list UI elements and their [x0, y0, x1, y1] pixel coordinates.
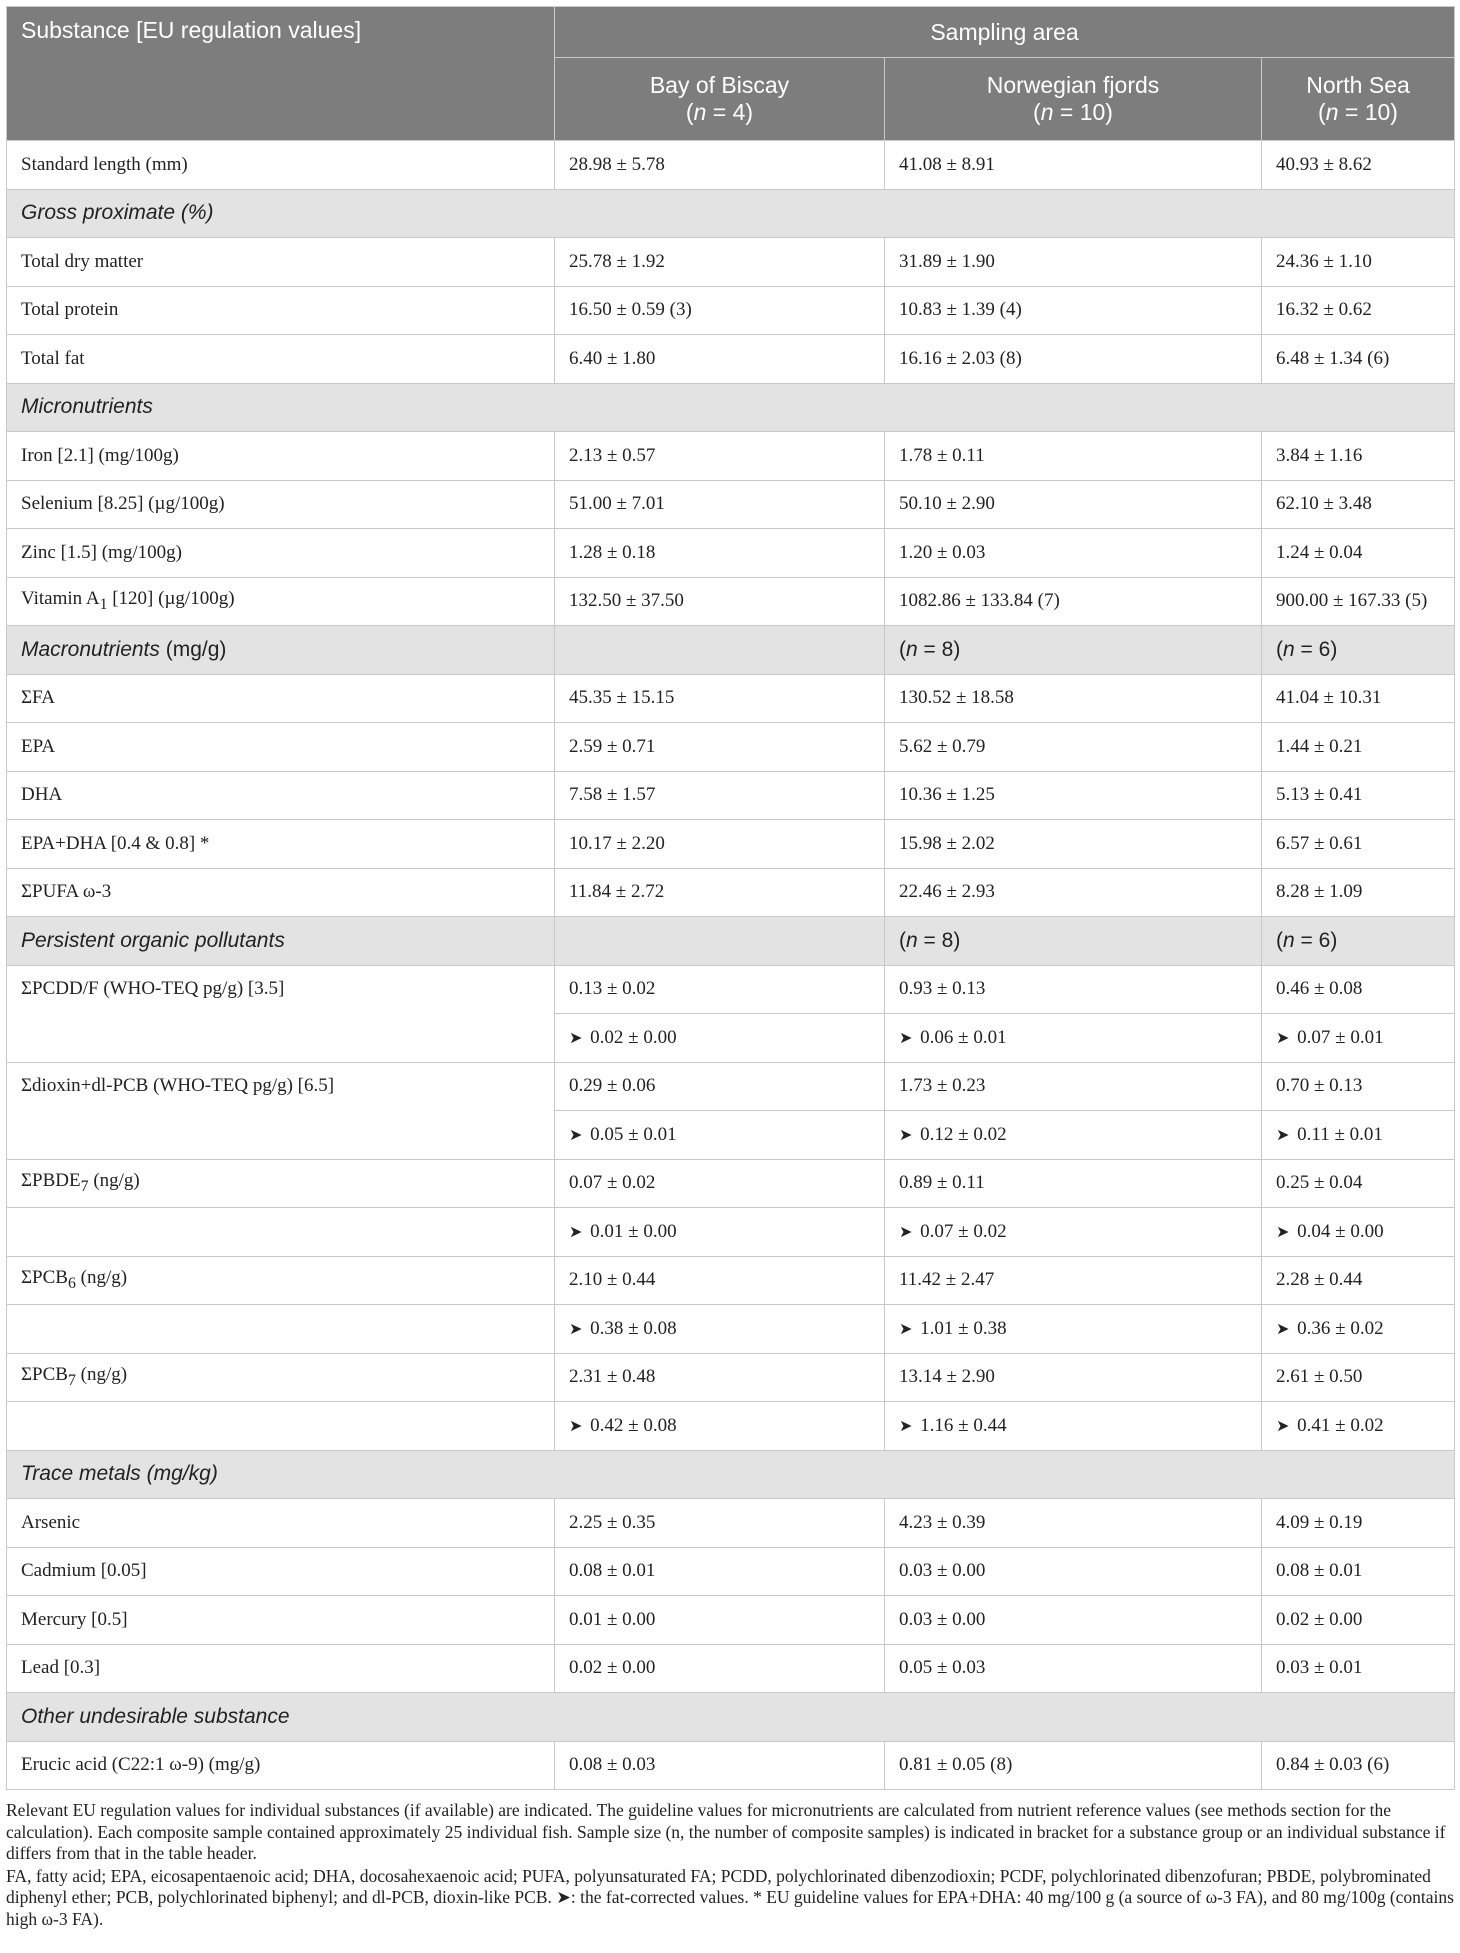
arrow-icon: ➤: [899, 1417, 913, 1435]
cell-value: 62.10 ± 3.48: [1262, 480, 1455, 529]
cell-value: 0.02 ± 0.00: [1262, 1596, 1455, 1645]
cell-value: 130.52 ± 18.58: [885, 674, 1262, 723]
table-row: [7, 1256, 1455, 1305]
header-area-norwegian: Norwegian fjords (n = 10): [885, 58, 1262, 141]
cell-value: 1.01 ± 0.38: [920, 1317, 1007, 1339]
cell-value: 16.16 ± 2.03 (8): [885, 335, 1262, 384]
cell-value: 1.28 ± 0.18: [555, 529, 885, 578]
cell-value: 31.89 ± 1.90: [885, 238, 1262, 287]
arrow-icon: ➤: [899, 1126, 913, 1144]
n-value: = 10: [1344, 99, 1391, 125]
label-text: (ng/g): [88, 1170, 140, 1192]
section-title: Gross proximate (%): [7, 189, 1455, 238]
row-label: [7, 577, 555, 626]
cell-fat-corrected: [885, 1208, 1262, 1257]
n-symbol: n: [906, 928, 918, 952]
data-table: [6, 6, 1455, 1790]
n-symbol: n: [1283, 637, 1295, 661]
cell-value: 0.12 ± 0.02: [920, 1123, 1007, 1145]
section-row: [7, 1693, 1455, 1742]
cell-value: 6.57 ± 0.61: [1262, 820, 1455, 869]
row-label: ΣFA: [7, 674, 555, 723]
cell-value: 0.01 ± 0.00: [555, 1596, 885, 1645]
cell-value: 51.00 ± 7.01: [555, 480, 885, 529]
cell-value: 1.20 ± 0.03: [885, 529, 1262, 578]
table-row: [7, 1741, 1455, 1790]
cell-value: 11.84 ± 2.72: [555, 868, 885, 917]
cell-value: 0.08 ± 0.03: [555, 1741, 885, 1790]
table-row: [7, 1353, 1455, 1402]
section-cell-empty: [555, 626, 885, 675]
cell-fat-corrected: [1262, 1208, 1455, 1257]
cell-value: 0.13 ± 0.02: [555, 965, 885, 1014]
cell-value: 2.10 ± 0.44: [555, 1256, 885, 1305]
cell-value: 0.05 ± 0.03: [885, 1644, 1262, 1693]
row-label: Erucic acid (C22:1 ω-9) (mg/g): [7, 1741, 555, 1790]
table-row: [7, 1644, 1455, 1693]
cell-value: 6.48 ± 1.34 (6): [1262, 335, 1455, 384]
cell-value: 16.32 ± 0.62: [1262, 286, 1455, 335]
row-label-empty: [7, 1305, 555, 1354]
section-n-north-sea: (n = 6): [1262, 917, 1455, 966]
section-row: [7, 383, 1455, 432]
cell-value: 2.61 ± 0.50: [1262, 1353, 1455, 1402]
cell-value: 2.31 ± 0.48: [555, 1353, 885, 1402]
cell-value: 50.10 ± 2.90: [885, 480, 1262, 529]
label-text: [120] (µg/100g): [107, 588, 235, 610]
cell-value: 7.58 ± 1.57: [555, 771, 885, 820]
label-subscript: 1: [99, 596, 108, 614]
label-text: ΣPCB: [21, 1364, 68, 1386]
footnote-abbreviations: FA, fatty acid; EPA, eicosapentaenoic acid; DHA, docosahexaenoic acid; PUFA, polyunsaturated FA; PCDD, polychlorinated dibenzodioxin; PCDF, polychlorinated dibenzofuran; PBDE, polybrominated diphenyl ether; PCB, polychlorinated biphenyl; and dl-PCB, dioxin-like PCB. ➤: the fat-corrected values. * EU guideline values for EPA+DHA: 40 mg/100 g (a source of ω-3 FA), and 80 mg/100g (contains high ω-3 FA).: [6, 1865, 1454, 1929]
row-label-empty: [7, 1208, 555, 1257]
table-row: [7, 1159, 1455, 1208]
cell-value: 0.08 ± 0.01: [1262, 1547, 1455, 1596]
n-symbol: n: [1325, 99, 1339, 125]
row-label: Lead [0.3]: [7, 1644, 555, 1693]
section-title: Other undesirable substance: [7, 1693, 1455, 1742]
cell-fat-corrected: [555, 1014, 885, 1063]
cell-fat-corrected: [885, 1402, 1262, 1451]
n-value: = 6: [1300, 637, 1331, 661]
table-container: [6, 6, 1454, 1790]
cell-value: 40.93 ± 8.62: [1262, 141, 1455, 190]
table-row: [7, 1062, 1455, 1111]
cell-fat-corrected: [555, 1402, 885, 1451]
cell-value: 10.17 ± 2.20: [555, 820, 885, 869]
label-text: (ng/g): [75, 1364, 128, 1386]
cell-value: 41.08 ± 8.91: [885, 141, 1262, 190]
table-row: [7, 1547, 1455, 1596]
cell-value: 0.01 ± 0.00: [590, 1220, 677, 1242]
cell-value: 0.42 ± 0.08: [590, 1414, 677, 1436]
cell-value: 25.78 ± 1.92: [555, 238, 885, 287]
label-text: ΣPBDE: [21, 1170, 81, 1192]
arrow-icon: ➤: [1276, 1126, 1290, 1144]
cell-value: 132.50 ± 37.50: [555, 577, 885, 626]
section-title-unit: (mg/g): [159, 637, 227, 661]
row-label: Cadmium [0.05]: [7, 1547, 555, 1596]
table-row: [7, 286, 1455, 335]
label-text: Vitamin A: [21, 588, 100, 610]
cell-value: 0.84 ± 0.03 (6): [1262, 1741, 1455, 1790]
row-label: Standard length (mm): [7, 141, 555, 190]
row-label: Zinc [1.5] (mg/100g): [7, 529, 555, 578]
n-value: = 10: [1059, 99, 1106, 125]
n-value: = 8: [923, 928, 954, 952]
row-label: Total dry matter: [7, 238, 555, 287]
section-cell-empty: [555, 917, 885, 966]
section-title: Persistent organic pollutants: [7, 917, 555, 966]
row-label-empty: [7, 1402, 555, 1451]
cell-value: 1.73 ± 0.23: [885, 1062, 1262, 1111]
cell-value: 0.05 ± 0.01: [590, 1123, 677, 1145]
cell-value: 24.36 ± 1.10: [1262, 238, 1455, 287]
cell-value: 0.02 ± 0.00: [590, 1026, 677, 1048]
header-area-north-sea: North Sea (n = 10): [1262, 58, 1455, 141]
cell-value: 22.46 ± 2.93: [885, 868, 1262, 917]
cell-value: 0.07 ± 0.02: [555, 1159, 885, 1208]
row-label: EPA+DHA [0.4 & 0.8] *: [7, 820, 555, 869]
table-row-fat-corrected: [7, 1305, 1455, 1354]
table-row: [7, 335, 1455, 384]
cell-value: 0.89 ± 0.11: [885, 1159, 1262, 1208]
cell-fat-corrected: [555, 1208, 885, 1257]
arrow-icon: ➤: [899, 1223, 913, 1241]
cell-value: 1.24 ± 0.04: [1262, 529, 1455, 578]
label-text: ΣPCB: [21, 1267, 68, 1289]
cell-value: 0.03 ± 0.00: [885, 1547, 1262, 1596]
label-subscript: 6: [67, 1275, 76, 1293]
label-text: (ng/g): [75, 1267, 128, 1289]
row-label: EPA: [7, 723, 555, 772]
table-row: [7, 529, 1455, 578]
cell-value: 2.59 ± 0.71: [555, 723, 885, 772]
cell-value: 28.98 ± 5.78: [555, 141, 885, 190]
cell-value: 10.36 ± 1.25: [885, 771, 1262, 820]
cell-value: 2.25 ± 0.35: [555, 1499, 885, 1548]
row-label: Selenium [8.25] (µg/100g): [7, 480, 555, 529]
arrow-icon: ➤: [899, 1029, 913, 1047]
cell-fat-corrected: [555, 1111, 885, 1160]
arrow-icon: ➤: [1276, 1223, 1290, 1241]
arrow-icon: ➤: [1276, 1029, 1290, 1047]
label-subscript: 7: [67, 1372, 76, 1390]
cell-value: 900.00 ± 167.33 (5): [1262, 577, 1455, 626]
header-sampling-area: Sampling area: [555, 7, 1455, 58]
row-label: [7, 1353, 555, 1402]
cell-value: 0.29 ± 0.06: [555, 1062, 885, 1111]
row-label: Mercury [0.5]: [7, 1596, 555, 1645]
cell-value: 6.40 ± 1.80: [555, 335, 885, 384]
row-label: Σdioxin+dl-PCB (WHO-TEQ pg/g) [6.5]: [7, 1062, 555, 1159]
cell-fat-corrected: [885, 1111, 1262, 1160]
arrow-icon: ➤: [569, 1320, 583, 1338]
table-row: [7, 1596, 1455, 1645]
cell-fat-corrected: [1262, 1014, 1455, 1063]
table-row: [7, 674, 1455, 723]
row-label: Total fat: [7, 335, 555, 384]
cell-value: 5.62 ± 0.79: [885, 723, 1262, 772]
section-row: [7, 189, 1455, 238]
section-title: [7, 626, 555, 675]
cell-value: 0.38 ± 0.08: [590, 1317, 677, 1339]
cell-fat-corrected: [1262, 1111, 1455, 1160]
n-symbol: n: [906, 637, 918, 661]
cell-fat-corrected: [1262, 1402, 1455, 1451]
row-label: Total protein: [7, 286, 555, 335]
cell-value: 16.50 ± 0.59 (3): [555, 286, 885, 335]
table-row: [7, 238, 1455, 287]
cell-value: 10.83 ± 1.39 (4): [885, 286, 1262, 335]
arrow-icon: ➤: [569, 1029, 583, 1047]
cell-value: 45.35 ± 15.15: [555, 674, 885, 723]
row-label: Arsenic: [7, 1499, 555, 1548]
section-n-norwegian: (n = 8): [885, 917, 1262, 966]
section-title-italic: Macronutrients: [21, 637, 160, 661]
cell-value: 0.07 ± 0.01: [1297, 1026, 1384, 1048]
arrow-icon: ➤: [569, 1223, 583, 1241]
arrow-icon: ➤: [1276, 1417, 1290, 1435]
table-row: [7, 432, 1455, 481]
arrow-icon: ➤: [569, 1126, 583, 1144]
arrow-icon: ➤: [1276, 1320, 1290, 1338]
cell-value: 0.46 ± 0.08: [1262, 965, 1455, 1014]
cell-value: 1082.86 ± 133.84 (7): [885, 577, 1262, 626]
table-row: [7, 480, 1455, 529]
cell-value: 0.06 ± 0.01: [920, 1026, 1007, 1048]
cell-value: 0.70 ± 0.13: [1262, 1062, 1455, 1111]
cell-value: 0.11 ± 0.01: [1297, 1123, 1383, 1145]
cell-value: 1.78 ± 0.11: [885, 432, 1262, 481]
cell-value: 0.02 ± 0.00: [555, 1644, 885, 1693]
cell-fat-corrected: [885, 1305, 1262, 1354]
cell-value: 4.23 ± 0.39: [885, 1499, 1262, 1548]
table-row: [7, 723, 1455, 772]
table-footnotes: [6, 1800, 1454, 1930]
table-row: [7, 820, 1455, 869]
cell-value: 11.42 ± 2.47: [885, 1256, 1262, 1305]
n-symbol: n: [1283, 928, 1295, 952]
cell-value: 0.03 ± 0.01: [1262, 1644, 1455, 1693]
area-name: Bay of Biscay: [649, 72, 790, 98]
section-row: [7, 626, 1455, 675]
section-n-north-sea: (n = 6): [1262, 626, 1455, 675]
cell-value: 0.07 ± 0.02: [920, 1220, 1007, 1242]
cell-value: 4.09 ± 0.19: [1262, 1499, 1455, 1548]
cell-value: 2.28 ± 0.44: [1262, 1256, 1455, 1305]
row-label: ΣPCDD/F (WHO-TEQ pg/g) [3.5]: [7, 965, 555, 1062]
table-row-fat-corrected: [7, 1402, 1455, 1451]
cell-value: 0.41 ± 0.02: [1297, 1414, 1384, 1436]
row-label: [7, 1256, 555, 1305]
n-symbol: n: [1040, 99, 1054, 125]
row-label: ΣPUFA ω-3: [7, 868, 555, 917]
cell-value: 8.28 ± 1.09: [1262, 868, 1455, 917]
label-subscript: 7: [80, 1178, 89, 1196]
table-row: [7, 141, 1455, 190]
n-symbol: n: [693, 99, 707, 125]
table-row: [7, 965, 1455, 1014]
cell-value: 0.36 ± 0.02: [1297, 1317, 1384, 1339]
cell-fat-corrected: [555, 1305, 885, 1354]
section-title: Micronutrients: [7, 383, 1455, 432]
cell-value: 0.81 ± 0.05 (8): [885, 1741, 1262, 1790]
n-value: = 8: [923, 637, 954, 661]
cell-value: 3.84 ± 1.16: [1262, 432, 1455, 481]
section-row: [7, 917, 1455, 966]
header-substance: Substance [EU regulation values]: [7, 7, 555, 141]
table-row: [7, 771, 1455, 820]
cell-value: 0.25 ± 0.04: [1262, 1159, 1455, 1208]
cell-value: 0.08 ± 0.01: [555, 1547, 885, 1596]
footnote-paragraph: Relevant EU regulation values for individual substances (if available) are indicated. The guideline values for micronutrients are calculated from nutrient reference values (see methods section for the calculation). Each composite sample contained approximately 25 individual fish. Sample size (n, the number of composite samples) is indicated in bracket for a substance group or an individual substance if differs from that in the table header.: [6, 1800, 1446, 1863]
arrow-icon: ➤: [899, 1320, 913, 1338]
area-name: North Sea: [1306, 72, 1410, 98]
section-n-norwegian: (n = 8): [885, 626, 1262, 675]
table-row-fat-corrected: [7, 1208, 1455, 1257]
row-label: Iron [2.1] (mg/100g): [7, 432, 555, 481]
row-label: [7, 1159, 555, 1208]
cell-value: 2.13 ± 0.57: [555, 432, 885, 481]
cell-value: 0.93 ± 0.13: [885, 965, 1262, 1014]
n-value: = 4: [712, 99, 746, 125]
row-label: DHA: [7, 771, 555, 820]
cell-value: 1.44 ± 0.21: [1262, 723, 1455, 772]
section-title: Trace metals (mg/kg): [7, 1450, 1455, 1499]
section-row: [7, 1450, 1455, 1499]
area-name: Norwegian fjords: [986, 72, 1160, 98]
n-value: = 6: [1300, 928, 1331, 952]
cell-fat-corrected: [1262, 1305, 1455, 1354]
cell-value: 0.04 ± 0.00: [1297, 1220, 1384, 1242]
cell-value: 41.04 ± 10.31: [1262, 674, 1455, 723]
header-area-biscay: Bay of Biscay (n = 4): [555, 58, 885, 141]
table-row: [7, 868, 1455, 917]
cell-value: 0.03 ± 0.00: [885, 1596, 1262, 1645]
table-row: [7, 1499, 1455, 1548]
cell-value: 5.13 ± 0.41: [1262, 771, 1455, 820]
cell-fat-corrected: [885, 1014, 1262, 1063]
cell-value: 1.16 ± 0.44: [920, 1414, 1007, 1436]
cell-value: 15.98 ± 2.02: [885, 820, 1262, 869]
cell-value: 13.14 ± 2.90: [885, 1353, 1262, 1402]
arrow-icon: ➤: [569, 1417, 583, 1435]
table-row: [7, 577, 1455, 626]
